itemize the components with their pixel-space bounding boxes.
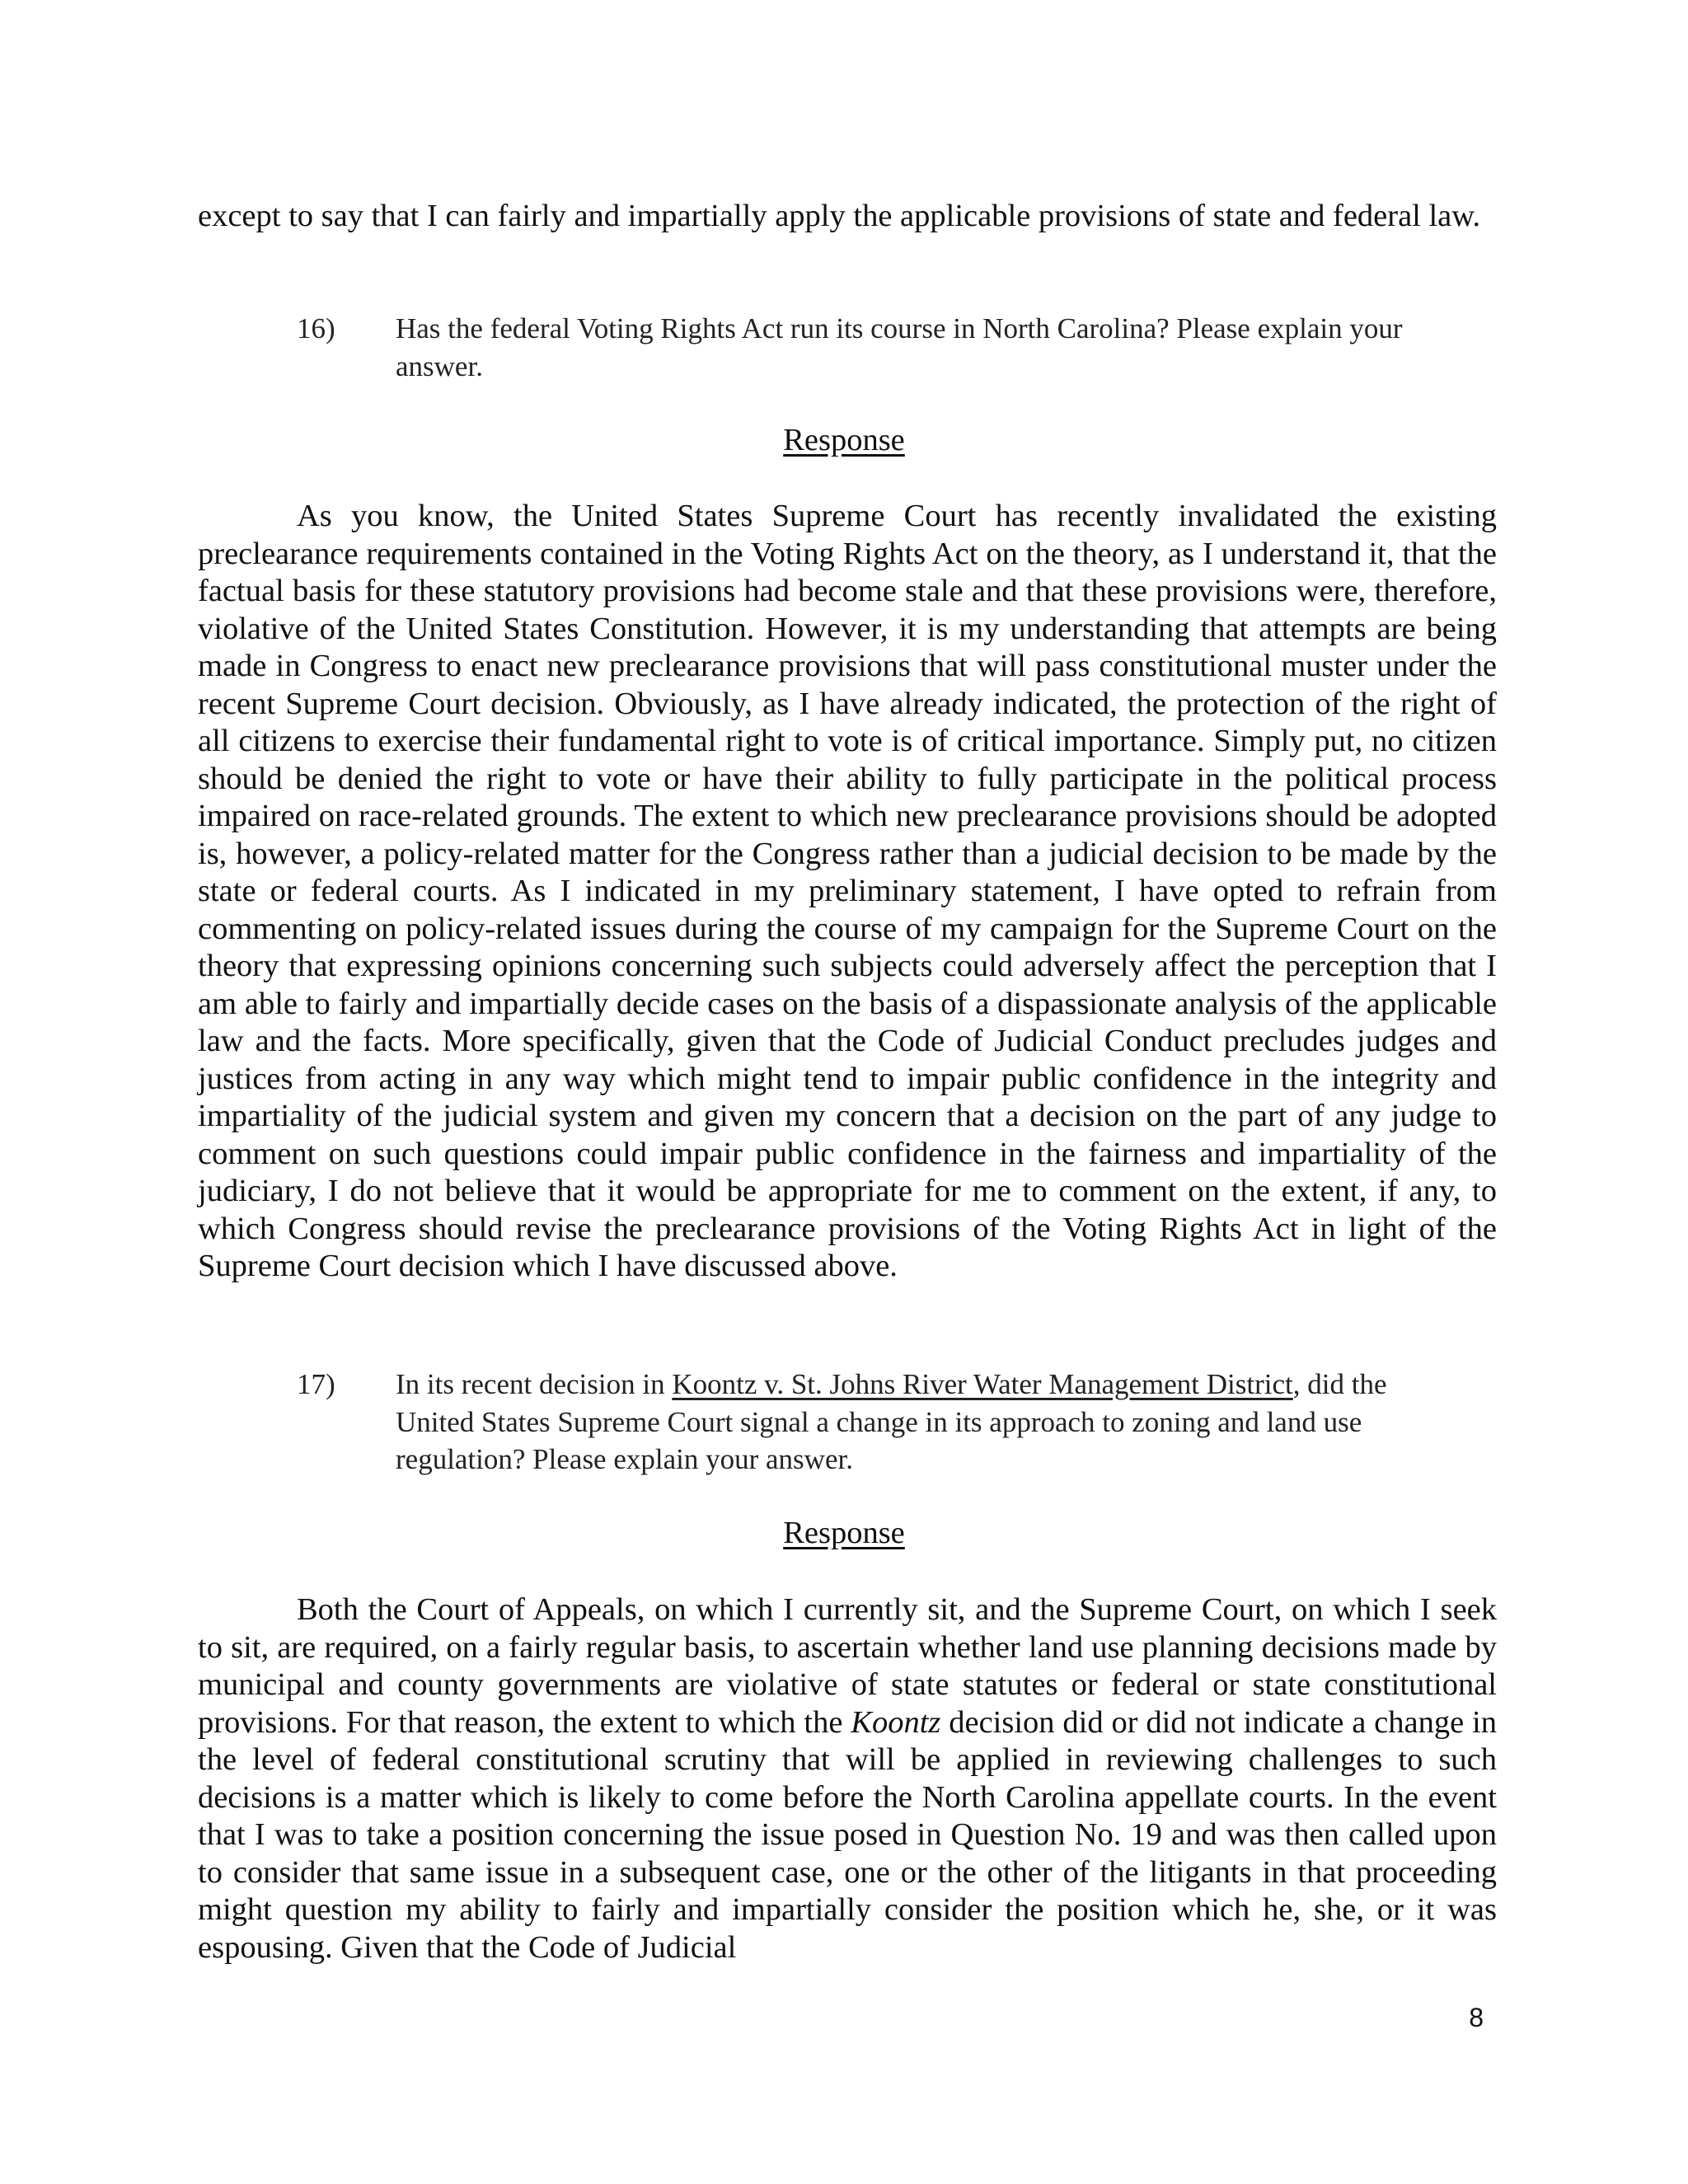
question-17-number: 17) bbox=[297, 1368, 335, 1400]
question-17-text-after: , did the United States Supreme Court signal a change in its approach to zoning and land use regulation? Please explain your answer. bbox=[396, 1368, 1387, 1475]
question-17-text-before: In its recent decision in bbox=[396, 1368, 673, 1400]
page-number: 8 bbox=[1469, 2003, 1484, 2032]
question-16-text: Has the federal Voting Rights Act run its course in North Carolina? Please explain your answer. bbox=[396, 312, 1403, 382]
response-16-heading: Response bbox=[783, 423, 905, 457]
response-17-paragraph bbox=[198, 1591, 1497, 1966]
intro-paragraph: except to say that I can fairly and impartially apply the applicable provisions of state and federal law. bbox=[198, 199, 1481, 233]
question-17-text bbox=[396, 1366, 1467, 1479]
response-17-part1: Both the Court of Appeals, on which I currently sit, and the Supreme Court, on which I seek to sit, are required, on a fairly regular basis, to ascertain whether land use planning decisions made by municipal and county governments are violative of state statutes or federal or state constitutional provisions. For that reason, the extent to which the bbox=[198, 1592, 1497, 1740]
response-16-paragraph: As you know, the United States Supreme Court has recently invalidated the existing preclearance requirements contained in the Voting Rights Act on the theory, as I understand it, that the factual basis for these statutory provisions had become stale and that these provisions were, therefore, violative of the United States Constitution. However, it is my understanding that attempts are being made in Congress to enact new preclearance provisions that will pass constitutional muster under the recent Supreme Court decision. Obviously, as I have already indicated, the protection of the right of all citizens to exercise their fundamental right to vote is of critical importance. Simply put, no citizen should be denied the right to vote or have their ability to fully participate in the political process impaired on race-related grounds. The extent to which new preclearance provisions should be adopted is, however, a policy-related matter for the Congress rather than a judicial decision to be made by the state or federal courts. As I indicated in my preliminary statement, I have opted to refrain from commenting on policy-related issues during the course of my campaign for the Supreme Court on the theory that expressing opinions concerning such subjects could adversely affect the perception that I am able to fairly and impartially decide cases on the basis of a dispassionate analysis of the applicable law and the facts. More specifically, given that the Code of Judicial Conduct precludes judges and justices from acting in any way which might tend to impair public confidence in the integrity and impartiality of the judicial system and given my concern that a decision on the part of any judge to comment on such questions could impair public confidence in the fairness and impartiality of the judiciary, I do not believe that it would be appropriate for me to comment on the extent, if any, to which Congress should revise the preclearance provisions of the Voting Rights Act in light of the Supreme Court decision which I have discussed above. bbox=[198, 499, 1497, 1283]
question-16 bbox=[297, 310, 1497, 385]
response-17-case-italic: Koontz bbox=[851, 1704, 941, 1740]
response-17-part2: decision did or did not indicate a change in the level of federal constitutional scrutiny that will be applied in reviewing challenges to such decisions is a matter which is likely to come before the North Carolina appellate courts. In the event that I was to take a position concerning the issue posed in Question No. 19 and was then called upon to consider that same issue in a subsequent case, one or the other of the litigants in that proceeding might question my ability to fairly and impartially consider the position which he, she, or it was espousing. Given that the Code of Judicial bbox=[198, 1704, 1497, 1965]
question-16-number: 16) bbox=[297, 312, 335, 344]
question-17-case-name: Koontz v. St. Johns River Water Management District bbox=[672, 1368, 1293, 1400]
response-17-heading: Response bbox=[783, 1516, 905, 1550]
question-17 bbox=[297, 1366, 1497, 1479]
